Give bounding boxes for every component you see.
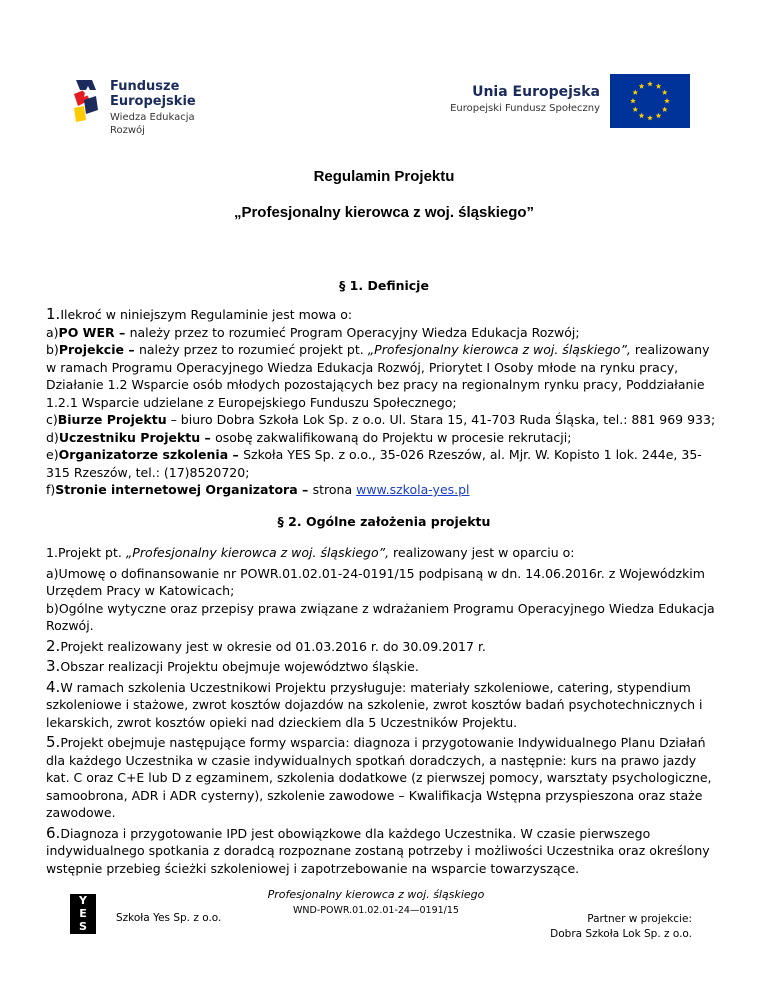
definition-c: c)Biurze Projektu – biuro Dobra Szkoła Lok Sp. z o.o. Ul. Stara 15, 41-703 Ruda Śląska, tel.: 881 969 933;	[46, 412, 716, 427]
section1-definitions	[46, 306, 722, 499]
definition-f: f)Stronie internetowej Organizatora – strona www.szkola-yes.pl	[46, 482, 470, 497]
definition-d: d)Uczestniku Projektu – osobę zakwalifikowaną do Projektu w procesie rekrutacji;	[46, 429, 572, 445]
section1-intro: 1.Ilekroć w niniejszym Regulaminie jest mowa o:	[46, 305, 353, 323]
section2-point1-b: b)Ogólne wytyczne oraz przepisy prawa związane z wdrażaniem Programu Operacyjnego Wiedza Edukacja Rozwój.	[46, 600, 715, 633]
footer-project-info	[256, 888, 496, 916]
unia-europejska-logo	[450, 74, 700, 124]
document-title: Regulamin Projektu	[313, 168, 455, 185]
yes-logo-letter-s: S	[79, 920, 87, 933]
definition-b: b)Projekcie – należy przez to rozumieć projekt pt. „Profesjonalny kierowca z woj. śląskiego”, realizowany w ramach Programu Operacyjnego Wiedza Edukacja Rozwój, Priorytet I Osoby młode na rynku pracy, Działanie 1.2 Wsparcie osób młodych pozostających bez pracy na regionalnym rynku pracy, Poddziałanie 1.2.1 Wsparcie udzielane z Europejskiego Funduszu Społecznego;	[46, 342, 710, 410]
fe-star-mark-icon	[70, 76, 102, 124]
section2-point1: 1.Projekt pt. „Profesjonalny kierowca z woj. śląskiego”, realizowany jest w oparciu o:	[46, 545, 575, 560]
section2-point4: 4.W ramach szkolenia Uczestnikowi Projektu przysługuje: materiały szkoleniowe, catering, stypendium szkoleniowe i stażowe, zwrot kosztów dojazdów na szkolenie, zwrot kosztów badań psychotechnicznych i lekarskich, zwrot kosztów opieki nad dzieckiem dla 5 Uczestników Projektu.	[46, 677, 703, 730]
page-footer	[0, 880, 768, 940]
footer-organizer: Szkoła Yes Sp. z o.o.	[116, 912, 222, 924]
fe-logo-line3: Wiedza Edukacja Rozwój	[110, 112, 195, 136]
yes-logo-letter-y: Y	[79, 894, 87, 907]
section2-point5: 5.Projekt obejmuje następujące formy wsparcia: diagnoza i przygotowanie Indywidualnego Planu Działań dla każdego Uczestnika w czasie indywidualnych spotkań doradczych, a następnie: kurs na prawo jazdy kat. C oraz C+E lub D z egzaminem, szkolenia dodatkowe (z pierwszej pomocy, warsztaty psychologiczne, samoobrona, ADR i ADR cysterny), szkolenie zawodowe – Kwalifikacja Wstępna przyspieszona oraz staże zawodowe.	[46, 733, 712, 820]
section2-heading: § 2. Ogólne założenia projektu	[277, 514, 491, 529]
section2-point1-a: a)Umowę o dofinansowanie nr POWR.01.02.01-24-0191/15 podpisaną w dn. 14.06.2016r. z Wojewódzkim Urzędem Pracy w Katowicach;	[46, 565, 705, 598]
section2-point3: 3.Obszar realizacji Projektu obejmuje województwo śląskie.	[46, 657, 419, 675]
footer-project-title: Profesjonalny kierowca z woj. śląskiego	[267, 888, 485, 901]
fe-logo-line2: Europejskie	[110, 94, 196, 109]
section2-assumptions	[46, 544, 722, 877]
section2-point6: 6.Diagnoza i przygotowanie IPD jest obowiązkowe dla każdego Uczestnika. W czasie pierwszego indywidualnego spotkania z doradcą rozpoznane zostaną potrzeby i możliwości Uczestnika oraz określony wstępnie przebieg ścieżki szkoleniowej i zapotrzebowanie na wsparcie towarzyszące.	[46, 823, 710, 876]
fundusze-europejskie-logo	[70, 76, 220, 136]
fe-logo-line1: Fundusze	[110, 79, 180, 94]
footer-partner-name: Dobra Szkoła Lok Sp. z o.o.	[550, 928, 692, 940]
footer-partner-label: Partner w projekcie:	[587, 913, 692, 925]
page-header	[0, 0, 768, 140]
yes-logo-letter-e: E	[79, 907, 87, 920]
definition-e: e)Organizatorze szkolenia – Szkoła YES Sp. z o.o., 35-026 Rzeszów, al. Mjr. W. Kopisto 1 lok. 244e, 35-315 Rzeszów, tel.: (17)8520720;	[46, 447, 702, 480]
footer-partner	[550, 912, 692, 942]
szkola-yes-logo	[70, 894, 96, 934]
eu-flag-icon	[610, 74, 690, 128]
definition-a: a)PO WER – należy przez to rozumieć Program Operacyjny Wiedza Edukacja Rozwój;	[46, 324, 580, 340]
section1-heading: § 1. Definicje	[339, 278, 429, 293]
document-subtitle: „Profesjonalny kierowca z woj. śląskiego”	[233, 204, 535, 221]
section2-point2: 2.Projekt realizowany jest w okresie od 01.03.2016 r. do 30.09.2017 r.	[46, 636, 486, 655]
eu-logo-line1: Unia Europejska	[472, 84, 600, 100]
footer-project-code: WND-POWR.01.02.01-24—0191/15	[293, 905, 459, 916]
organizer-website-link[interactable]: www.szkola-yes.pl	[356, 482, 470, 497]
eu-logo-line2: Europejski Fundusz Społeczny	[450, 103, 600, 114]
